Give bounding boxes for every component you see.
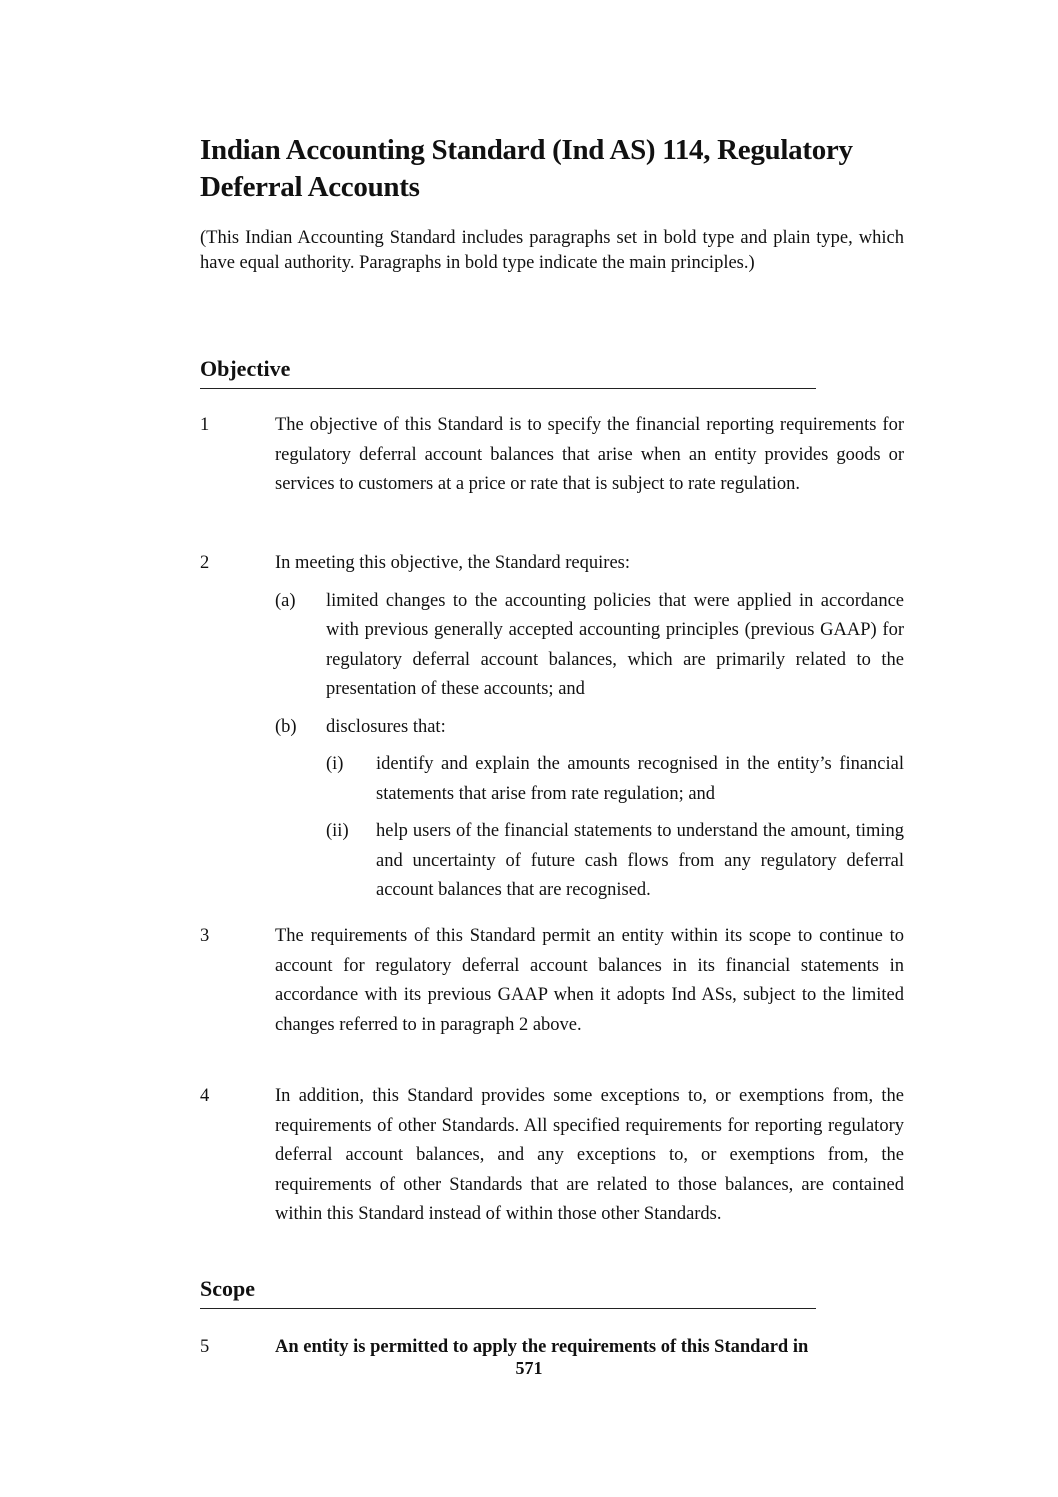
paragraph-3 [200, 922, 904, 1040]
paragraph-text: The objective of this Standard is to specify the financial reporting requirements for regulatory deferral account balances that arise when an entity provides goods or services to customers at a price or rate that is subject to rate regulation. [275, 415, 904, 494]
list-item-b-ii [326, 817, 904, 906]
paragraph-number: 5 [200, 1337, 210, 1357]
list-label: (a) [275, 590, 296, 611]
section-heading-scope: Scope [200, 1274, 816, 1309]
paragraph-text: In addition, this Standard provides some exceptions to, or exemptions from, the requirements of other Standards. All specified requirements for reporting regulatory deferral account balances, and any exceptions to, or exemptions from, the requirements of other Standards that are related to those balances, are contained within this Standard instead of within those other Standards. [275, 1086, 904, 1224]
list-text: limited changes to the accounting policies that were applied in accordance with previous generally accepted accounting principles (previous GAAP) for regulatory deferral account balances, which are primarily related to the presentation of these accounts; and [326, 590, 904, 699]
list-label: (i) [326, 754, 344, 774]
paragraph-text: The requirements of this Standard permit an entity within its scope to continue to account for regulatory deferral account balances in its financial statements in accordance with its previous GAAP when it adopts Ind ASs, subject to the limited changes referred to in paragraph 2 above. [275, 926, 904, 1035]
list-text: identify and explain the amounts recognised in the entity’s financial statements that arise from rate regulation; and [376, 754, 904, 804]
paragraph-number: 1 [200, 415, 210, 435]
document-title: Indian Accounting Standard (Ind AS) 114, Regulatory Deferral Accounts [200, 134, 853, 203]
list-item-b [275, 713, 904, 743]
list-text: disclosures that: [326, 716, 446, 737]
paragraph-number: 4 [200, 1086, 210, 1106]
list-item-b-i [326, 750, 904, 809]
intro-note: (This Indian Accounting Standard includes paragraphs set in bold type and plain type, which have equal authority. Paragraphs in bold type indicate the main principles.) [200, 228, 904, 273]
paragraph-1 [200, 411, 904, 500]
list-item-a [275, 587, 904, 705]
paragraph-text: An entity is permitted to apply the requirements of this Standard in [275, 1337, 809, 1357]
page-number: 571 [515, 1358, 543, 1378]
paragraph-2 [200, 549, 904, 906]
paragraph-number: 3 [200, 926, 210, 946]
paragraph-4 [200, 1082, 904, 1230]
section-heading-objective: Objective [200, 354, 816, 389]
list-text: help users of the financial statements to understand the amount, timing and uncertainty of future cash flows from any regulatory deferral account balances that are recognised. [376, 821, 904, 900]
list-label: (b) [275, 716, 297, 737]
list-label: (ii) [326, 821, 349, 841]
paragraph-number: 2 [200, 553, 210, 573]
paragraph-text: In meeting this objective, the Standard requires: [275, 553, 630, 573]
